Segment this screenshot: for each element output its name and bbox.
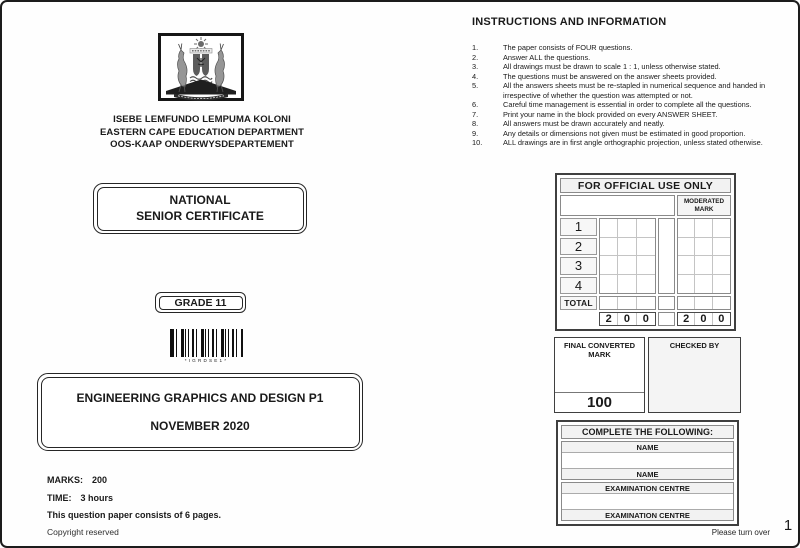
mark-cell[interactable] (637, 275, 655, 294)
turn-over-note: Please turn over (711, 528, 770, 537)
question-row-label: 4 (560, 277, 597, 295)
total-cell[interactable] (695, 297, 712, 309)
instruction-item: 9. Any details or dimensions not given must be estimated in good proportion. (472, 128, 746, 138)
moderated-mark-cell[interactable] (678, 275, 695, 294)
moderated-mark-cell[interactable] (713, 256, 730, 275)
paper-session: NOVEMBER 2020 (150, 419, 250, 433)
barcode-text: *IGRDSE1* (184, 358, 229, 363)
coat-of-arms-icon (158, 33, 244, 101)
total-cell[interactable] (678, 297, 695, 309)
max-digit: 0 (642, 313, 649, 325)
max-mark-strip (599, 312, 656, 326)
examination-centre-label: EXAMINATION CENTRE (562, 483, 733, 494)
grade-box (155, 292, 246, 313)
checked-by-label: CHECKED BY (669, 341, 720, 350)
mark-cell[interactable] (600, 238, 618, 257)
instruction-item: 5. All the answers sheets must be re-stapled in numerical sequence and handed in irrespective of whether the question was attempted or not. (472, 81, 766, 100)
max-digit: 0 (695, 313, 712, 325)
examination-centre-field (561, 482, 734, 521)
name-field (561, 441, 734, 480)
coat-of-arms-emblem (158, 33, 244, 101)
page-number: 1 (783, 517, 793, 534)
question-row-label: 1 (560, 218, 597, 236)
mark-cell[interactable] (600, 275, 618, 294)
grade-label: GRADE 11 (174, 296, 227, 309)
max-digit: 0 (618, 313, 636, 325)
mark-cell[interactable] (600, 219, 618, 238)
time-label: TIME: (47, 493, 72, 503)
pages-note: This question paper consists of 6 pages. (47, 510, 222, 520)
mark-cell[interactable] (637, 219, 655, 238)
moderated-mark-cell[interactable] (695, 238, 712, 257)
max-digit: 2 (678, 313, 695, 325)
spacer-cell (658, 296, 675, 310)
instructions-list (472, 43, 798, 148)
mark-cell[interactable] (637, 256, 655, 275)
question-number-column (560, 218, 597, 294)
mark-cell[interactable] (618, 275, 636, 294)
final-mark-write-area[interactable] (555, 359, 644, 392)
total-label: TOTAL (560, 296, 597, 310)
name-write-area[interactable] (562, 453, 733, 468)
certificate-line2: SENIOR CERTIFICATE (136, 208, 264, 223)
mark-cell[interactable] (618, 219, 636, 238)
department-line: ISEBE LEMFUNDO LEMPUMA KOLONI (113, 114, 291, 125)
time-value: 3 hours (80, 493, 114, 503)
official-use-title: FOR OFFICIAL USE ONLY (560, 178, 731, 193)
certificate-line1: NATIONAL (169, 193, 231, 207)
instruction-item: 2. Answer ALL the questions. (472, 52, 591, 62)
name-label: NAME (562, 442, 733, 453)
moderated-mark-cell[interactable] (713, 219, 730, 238)
instruction-item: 8. All answers must be drawn accurately and neatly. (472, 119, 665, 128)
checked-by-box[interactable] (648, 337, 741, 413)
department-line: OOS-KAAP ONDERWYSDEPARTEMENT (110, 139, 294, 151)
instructions-title: INSTRUCTIONS AND INFORMATION (472, 16, 667, 28)
marks-grid (599, 218, 656, 294)
barcode (170, 329, 243, 363)
name-label: NAME (562, 468, 733, 479)
final-converted-mark-box (554, 337, 645, 413)
moderated-mark-cell[interactable] (695, 256, 712, 275)
total-cell[interactable] (600, 297, 618, 309)
copyright-note: Copyright reserved (47, 527, 119, 537)
certificate-box (93, 183, 307, 234)
moderated-mark-cell[interactable] (713, 238, 730, 257)
total-marks-strip (599, 296, 656, 310)
marks-line (47, 475, 107, 485)
instruction-item: 7. Print your name in the block provided on every ANSWER SHEET. (472, 109, 718, 119)
examination-centre-write-area[interactable] (562, 494, 733, 509)
total-cell[interactable] (637, 297, 655, 309)
instruction-item: 6. Careful time management is essential in order to complete all the questions. (472, 100, 752, 109)
moderated-mark-cell[interactable] (678, 219, 695, 238)
barcode-bars-icon (170, 329, 243, 357)
total-cell[interactable] (713, 297, 730, 309)
moderated-mark-header: MODERATED MARK (677, 195, 731, 216)
spacer-cell (658, 312, 675, 326)
moderated-mark-cell[interactable] (678, 256, 695, 275)
department-line: EASTERN CAPE EDUCATION DEPARTMENT (99, 126, 305, 138)
question-row-label: 3 (560, 257, 597, 275)
mark-cell[interactable] (600, 256, 618, 275)
mark-cell[interactable] (618, 238, 636, 257)
moderated-mark-cell[interactable] (713, 275, 730, 294)
moderated-mark-cell[interactable] (695, 275, 712, 294)
moderated-total-strip (677, 296, 731, 310)
complete-following-box (556, 420, 739, 526)
examination-centre-label: EXAMINATION CENTRE (562, 509, 733, 520)
paper-title-box (37, 373, 363, 451)
moderated-mark-cell[interactable] (695, 219, 712, 238)
moderated-mark-cell[interactable] (678, 238, 695, 257)
moderated-marks-grid (677, 218, 731, 294)
instruction-item: 4. The questions must be answered on the answer sheets provided. (472, 71, 717, 81)
spacer (560, 312, 597, 326)
moderated-max-mark-strip (677, 312, 731, 326)
marks-label: MARKS: (47, 475, 83, 485)
department-name (40, 114, 364, 152)
final-converted-mark-label: FINAL CONVERTED MARK (563, 341, 636, 359)
max-digit: 0 (718, 313, 725, 325)
final-mark-max-value: 100 (555, 392, 644, 412)
official-use-table (555, 173, 736, 331)
mark-cell[interactable] (618, 256, 636, 275)
max-digit: 2 (600, 313, 618, 325)
time-line (47, 493, 113, 503)
instruction-item: 1. The paper consists of FOUR questions. (472, 43, 633, 52)
spacer-cell (658, 218, 675, 294)
mark-cell[interactable] (637, 238, 655, 257)
official-use-blank-cell[interactable] (560, 195, 675, 216)
complete-following-title: COMPLETE THE FOLLOWING: (561, 425, 734, 439)
instruction-item: 10. ALL drawings are in first angle orthographic projection, unless stated otherwise. (472, 138, 763, 147)
question-row-label: 2 (560, 238, 597, 256)
total-cell[interactable] (618, 297, 636, 309)
paper-title: ENGINEERING GRAPHICS AND DESIGN P1 (76, 391, 324, 405)
instruction-item: 3. All drawings must be drawn to scale 1 : 1, unless otherwise stated. (472, 62, 721, 71)
marks-value: 200 (92, 475, 108, 485)
